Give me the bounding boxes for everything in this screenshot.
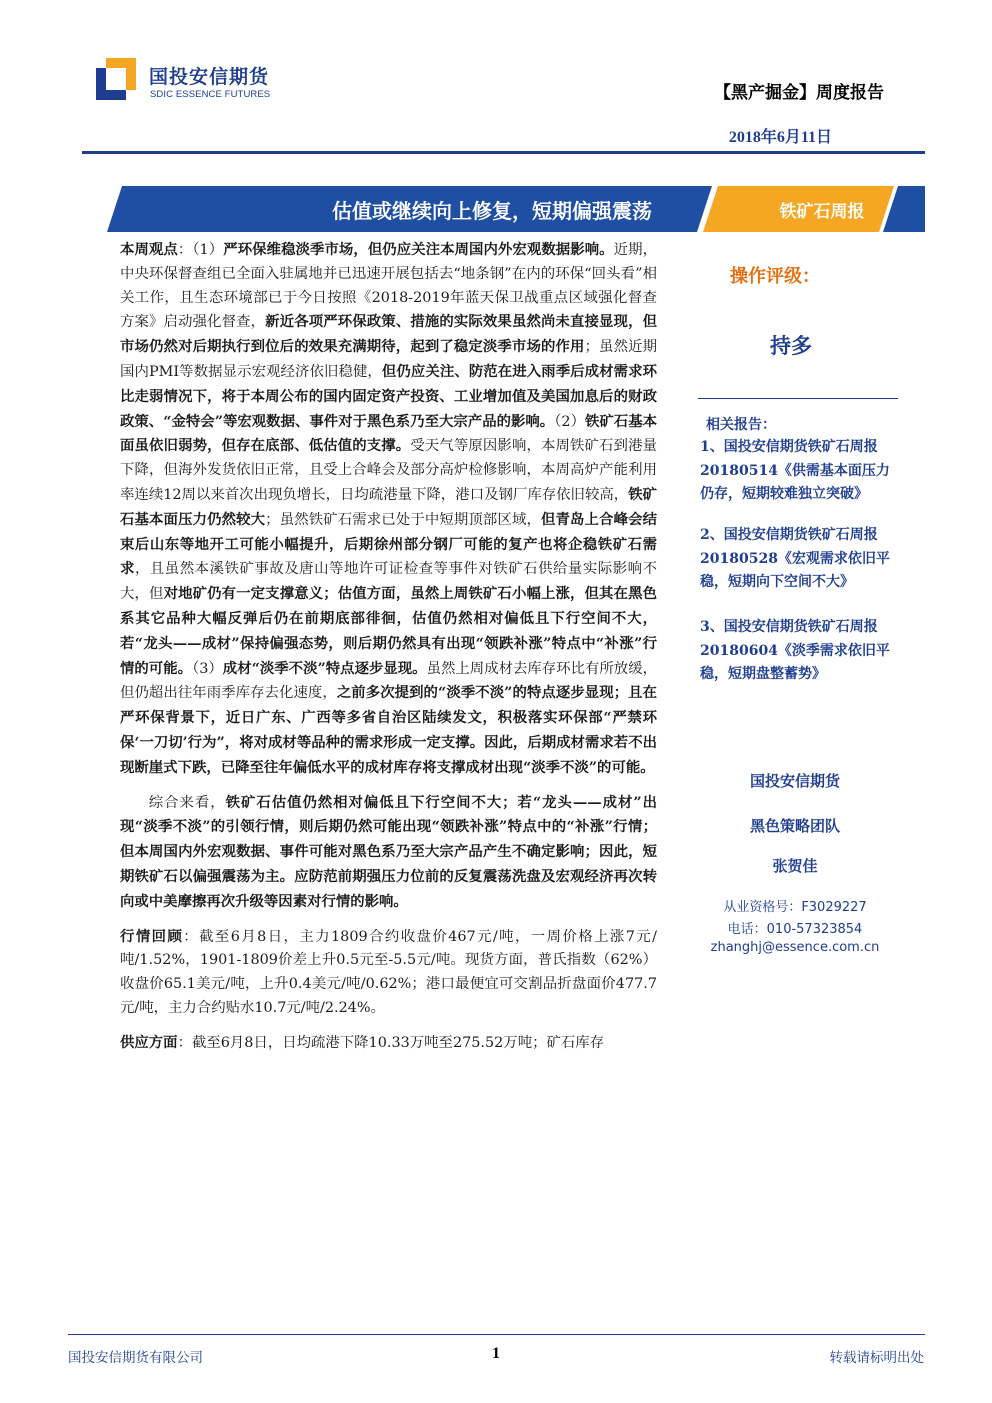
logo-text-cn: 国投安信期货 [149,66,270,88]
logo-text-en: SDIC ESSENCE FUTURES [150,89,271,100]
company-logo [96,58,296,104]
team-group: 黑色策略团队 [749,817,840,835]
text-run-bold: 之前多次提到的“淡季不淡”的特点逐步显现；且在严环保背景下，近日广东、广西等多省自治区陆续发文，积极落实环保部“严禁环保‘一刀切’行为”，将对成材等品种的需求形成一定支撑。因此，后期成材需求若不出现断崖式下跌，已降至往年偏低水平的成材库存将支撑成材出现“淡季不淡”的可能。 [120,684,657,776]
sidebar-divider [698,398,898,399]
text-run-bold: 新近各项严环保政策、措施的实际效果虽然尚未直接显现，但市场仍然对后期执行到位后的效果充满期待，起到了稳定淡季市场的作用 [120,313,657,356]
text-run-bold: 对地矿仍有一定支撑意义；估值方面，虽然上周铁矿石小幅上涨，但其在黑色系其它品种大幅反弹后仍在前期底部徘徊，估值仍然相对偏低且下行空间不大，若“龙头——成材”保持偏强态势，则后期仍然具有出现“领跌补涨”特点中“补涨”行情的可能。 [120,585,657,677]
header-divider [82,151,925,154]
text-run: ：（1） [177,242,224,258]
supply-paragraph [120,1031,657,1054]
page-number: 1 [492,1345,500,1362]
analyst-license: 从业资格号：F3029227 [723,900,867,915]
text-run: ：截至6月8日，主力1809合约收盘价467元/吨，一周价格上涨7元/吨/1.52%，1901-1809价差上升0.5元至-5.5元/吨。现货方面，普氏指数（62%）收盘价65.1美元/吨，上升0.4美元/吨/0.62%；港口最便宜可交割品折盘面价477.7元/吨，主力合约贴水10.7元/吨/2.24%。 [120,928,657,1016]
text-run: ；虽然铁矿石需求已处于中短期顶部区域， [265,511,541,528]
report-date: 2018年6月11日 [728,129,832,146]
summary-paragraph [120,791,657,915]
text-run: ：截至6月8日，日均疏港下降10.33万吨至275.52万吨；矿石库存 [177,1034,605,1051]
text-run-bold: 铁矿石基本面压力仍然较大 [120,485,657,528]
related-report-link[interactable]: 1、国投安信期货铁矿石周报20180514《供需基本面压力仍存，短期较难独立突破》 [700,439,890,502]
footer-company: 国投安信期货有限公司 [68,1350,203,1366]
report-category: 铁矿石周报 [779,202,865,222]
text-run-bold: 但青岛上合峰会结束后山东等地开工可能小幅提升，后期徐州部分钢厂可能的复产也将企稳铁矿石需求 [120,510,657,578]
text-run-bold: 严环保维稳淡季市场，但仍应关注本周国内外宏观数据影响。 [223,241,614,258]
logo-icon [96,58,136,100]
footer-notice: 转载请标明出处 [829,1350,924,1366]
related-reports-heading: 相关报告： [706,417,776,433]
analyst-phone: 电话：010-57323854 [727,922,863,937]
text-run-bold: 但仍应关注、防范在进入雨季后成材需求环比走弱情况下，将于本周公布的国内固定资产投资、工业增加值及美国加息后的财政政策、“金特会”等宏观数据、事件对于黑色系乃至大宗产品的影响。 [120,362,657,430]
text-run: 综合来看， [148,794,226,811]
text-run: ，且虽然本溪铁矿事故及唐山等地许可证检查等事件对铁矿石供给量实际影响不大，但 [120,561,657,603]
market-review-label: 行情回顾 [120,927,184,945]
rating-value: 持多 [770,334,812,358]
analyst-name: 张贺佳 [772,857,818,875]
report-title: 估值或继续向上修复，短期偏强震荡 [332,199,652,223]
weekly-view-label: 本周观点 [120,241,178,258]
text-run-bold: 铁矿石基本面虽依旧弱势，但存在底部、低估值的支撑。 [120,412,657,455]
related-report-link[interactable]: 3、国投安信期货铁矿石周报20180604《淡季需求依旧平稳，短期盘整蓄势》 [700,619,890,682]
market-review-paragraph [120,925,657,1021]
text-run-bold: 铁矿石估值仍然相对偏低且下行空间不大；若“龙头——成材”出现“淡季不淡”的引领行情，则后期仍然可能出现“领跌补涨”特点中的“补涨”行情；但本周国内外宏观数据、事件可能对黑色系乃至大宗产品产生不确定影响；因此，短期铁矿石以偏强震荡为主。应防范前期强压力位前的反复震荡洗盘及宏观经济再次转向或中美摩擦再次升级等因素对行情的影响。 [120,793,657,910]
analyst-email[interactable]: zhanghj@essence.com.cn [710,940,880,955]
weekly-view-paragraph [120,238,657,781]
footer-divider [68,1334,925,1335]
rating-label: 操作评级： [730,266,820,287]
text-run: 近期，中央环保督查组已全面入驻属地并已迅速开展包括去“地条钢”在内的环保“回头看”相关工作，且生态环境部已于今日按照《2018-2019年蓝天保卫战重点区域强化督查方案》启动强化督查， [120,242,657,331]
text-run: 受天气等原因影响，本周铁矿石到港量下降，但海外发货依旧正常，且受上合峰会及部分高炉检修影响，本周高炉产能利用率连续12周以来首次出现负增长，日均疏港量下降，港口及钢厂库存依旧较高， [120,438,657,503]
supply-label: 供应方面 [120,1033,178,1051]
related-report-link[interactable]: 2、国投安信期货铁矿石周报20180528《宏观需求依旧平稳，短期向下空间不大》 [700,527,890,590]
report-type: 【黑产掘金】周度报告 [714,83,884,103]
text-run: 虽然上周成材去库存环比有所放缓，但仍超出往年雨季库存去化速度， [120,660,657,702]
text-run: ；虽然近期国内PMI等数据显示宏观经济依旧稳健， [120,339,657,380]
title-banner [82,186,925,232]
main-content [120,238,657,1064]
team-company: 国投安信期货 [749,772,840,790]
text-run-bold: 成材“淡季不淡”特点逐步显现。 [222,659,427,677]
text-run: （2） [554,413,585,430]
text-run: （3） [192,660,223,677]
